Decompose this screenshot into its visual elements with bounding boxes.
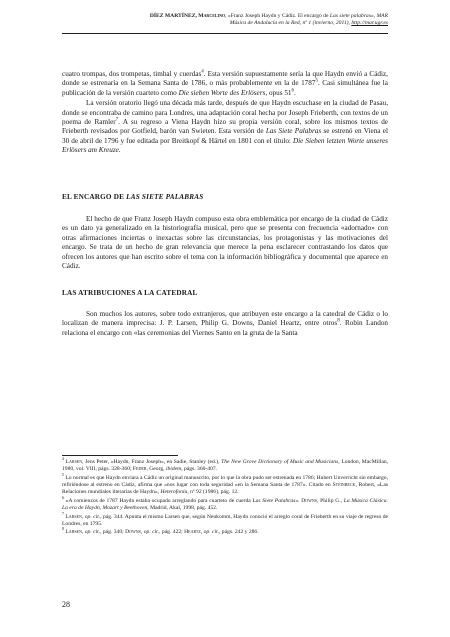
header-journal-full: Música de Andalucía en la Red [229, 20, 300, 27]
paragraph-2: La versión oratorio llegó una década más tarde, después de que Haydn escuchase en la ciudad de Pasau, donde se encontraba de camino para Londres, una adaptación coral hecha por Joseph Frieberth, con textos de un poema de Ramler$^7$. A su regreso a Viena Haydn hizo su propia versión coral, sobre los mismos textos de Frieberth revisados por Gotfield, barón van Swieten. Esta versión de Las Siete Palabras se estrenó en Viena el 30 de abril de 1796 y fue editada por Breitkopf & Härtel en 1801 con el título: Die Sieben letzten Worte unseres Erlösers am Kreuze. [62, 99, 388, 155]
page-number: 28 [62, 600, 70, 609]
paragraph-3: El hecho de que Franz Joseph Haydn compuso esta obra emblemática por encargo de la ciudad de Cádiz es un dato ya generalizado en la historiografía musical, pero que se presenta con frecuencia «adornado» con otras afirmaciones inciertas o inexactas sobre las circunstancias, los protagonistas y las motivaciones del encargo. Se trata de un hecho de gran relevancia que merece la pena esclarecer contrastando los datos que ofrecen los autores que han escrito sobre el tema con la información bibliográfica y documental que aparece en Cádiz. [62, 215, 388, 271]
footnote-5: $^5$ Lo normal es que Haydn enviara a Cádiz un original manuscrito, por lo que la obra pudo ser estrenada en 1786; Hubert Unverricht sin embargo, refiriéndose al estreno en Cádiz, afirma que «nos lugar con toda seguridad «en la Semana Santa de 1787». Citado en Steinbeck, Robert, «Las Relaciones mundiales literarias de Haydn», Heterofonía, nº 92 (1986), pág. 12. [62, 472, 389, 496]
paragraph-1: cuatro trompas, dos trompetas, timbal y cuerdas$^4$. Esta versión supuestamente sería la que Haydn envió a Cádiz, donde se estrenaría en la Semana Santa de 1786, o más probablemente en la de 1787$^5$. Casi simultánea fue la publicación de la versión cuarteto como Die sieben Worte des Erlösers, opus $51^6$. [62, 69, 388, 97]
footnotes [62, 459, 388, 538]
footnote-8: $^8$ Larsen, op. cit., pág. 340; Downs, op. cit., pág. 422; Heartz, op. cit., págs. 242 y 286. [62, 527, 259, 536]
header-author: DÍEZ MARTÍNEZ, Marcelino [149, 13, 226, 19]
paragraph-4: Son muchos los autores, sobre todo extranjeros, que atribuyen este encargo a la catedral de Cádiz o lo localizan de manera imprecisa: J. P. Larsen, Philip G. Downs, Daniel Heartz, entre otros$^8$. Robin Landon relaciona el encargo con «las ceremonias del Viernes Santo en la gruta de la Santa [62, 309, 389, 337]
footnote-ref-7[interactable]: 7 [115, 117, 119, 123]
footnote-4: $^4$ Larsen, Jens Peter, «Haydn, Franz Joseph», en Sadie, Stanley (ed.), The New Grove Dictionary of Music and Musicians, London, MacMillan, 1980, vol. VIII, págs. 328-360; Feder, Georg, ibidem, págs. 360-407. [62, 457, 389, 473]
header-issue: , nº 1 (invierno, 2011), [299, 20, 352, 27]
footnote-ref-8[interactable]: 8 [337, 318, 340, 324]
header-journal-abbr: MAR [376, 13, 388, 19]
section-heading-catedral: LAS ATRIBUCIONES A LA CATEDRAL [62, 288, 198, 297]
header-url-link[interactable]: http://mar.ugr.es [351, 20, 388, 27]
footnote-6: $^6$ «A comienzos de 1787 Haydn estaba ocupado arreglando para cuarteto de cuerda Las Siete Palabras». Downs, Philip G., La Música Clásica. La era de Haydn, Mozart y Beethoven, Madrid, Akal, 1998, pág. 452. [62, 496, 388, 512]
header-after-title: », [370, 13, 377, 19]
main-text [62, 70, 388, 338]
running-header: DÍEZ MARTÍNEZ, Marcelino, «Franz Joseph Haydn y Cádiz. El encargo de Las siete palabras», MAR Música de Andalucía en la Red, nº 1 (invierno, 2011), http://mar.ugr.es [149, 13, 388, 27]
footnote-ref-4[interactable]: 4 [201, 69, 204, 75]
footnote-7: $^7$ Larsen, op. cit., pág. 344. Apunta el mismo Larsen que, según Neukomm, Haydn conoció el arreglo coral de Frieberth en su viaje de regreso de Londres, en 1795. [62, 511, 389, 527]
footnote-ref-5[interactable]: 5 [315, 79, 318, 85]
footnote-ref-6[interactable]: 6 [291, 88, 295, 94]
footnote-rule [62, 455, 178, 456]
header-title-italic: Las siete palabras [329, 13, 371, 19]
header-title: «Franz Joseph Haydn y Cádiz. El encargo de [227, 13, 330, 19]
section-heading-encargo: EL ENCARGO DE LAS SIETE PALABRAS [62, 192, 204, 201]
header-rule [62, 33, 388, 34]
